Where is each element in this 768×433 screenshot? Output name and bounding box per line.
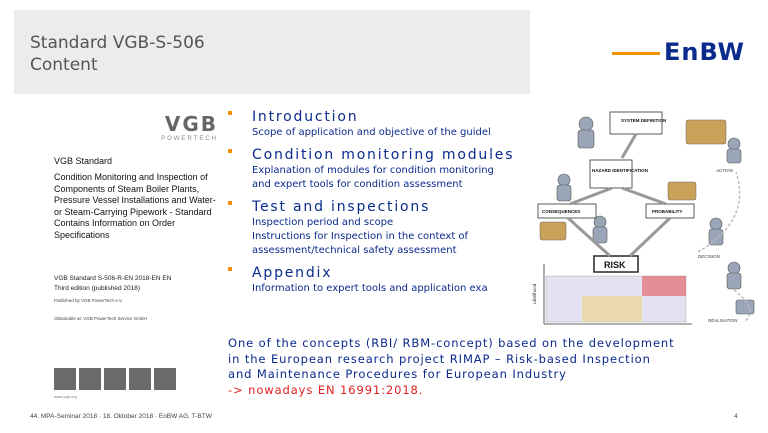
content-bullet-list [228, 108, 523, 302]
enbw-logo [612, 38, 752, 68]
title-line-2: Content [30, 55, 98, 75]
doc-standard-number: VGB Standard S-506-R-EN 2018-EN EN [54, 275, 172, 282]
worker-icon [129, 368, 151, 390]
closing-line-3: and Maintenance Procedures for European Industry [228, 367, 567, 381]
building-icon [154, 368, 176, 390]
logo-accent-line [612, 52, 660, 55]
floppy-icon [79, 368, 101, 390]
bullet-heading: Introduction [252, 109, 359, 125]
bullet-marker [228, 201, 232, 205]
label-realisation: REALISATION [708, 318, 738, 323]
person-icon [54, 368, 76, 390]
slide-title [30, 32, 205, 76]
label-consequences: CONSEQUENCES [542, 209, 581, 214]
doc-contact: Obtainable at: VGB PowerTech Service GmbH [54, 316, 147, 321]
label-probability: PROBABILITY [652, 209, 683, 214]
bullet-marker [228, 111, 232, 115]
closing-line-2: in the European research project RIMAP – Risk-based Inspection [228, 351, 651, 366]
logo-text: EnBW [664, 38, 745, 66]
bullet-appendix [228, 264, 523, 296]
label-hazard-identification: HAZARD IDENTIFICATION [592, 168, 648, 173]
bullet-heading: Appendix [252, 265, 333, 281]
doc-footnote: www.vgb.org [54, 394, 77, 399]
bullet-line: Scope of application and objective of the guidel [252, 127, 491, 138]
bullet-heading: Condition monitoring modules [252, 147, 515, 163]
rbi-process-diagram [522, 100, 760, 326]
closing-line-1: One of the concepts (RBI/ RBM-concept) based on the development [228, 336, 675, 350]
bullet-marker [228, 267, 232, 271]
vgb-logo: VGB POWERTECH [161, 112, 218, 142]
standard-document-cover [44, 104, 220, 404]
bullet-line: Information to expert tools and application exa [252, 283, 488, 294]
axis-label-likelihood: Likelihood [532, 283, 537, 304]
doc-publisher: Published by VGB PowerTech e.V. [54, 298, 123, 303]
bullet-test-inspections [228, 198, 523, 258]
bullet-line: Explanation of modules for condition monitoring [252, 165, 494, 176]
bullet-marker [228, 149, 232, 153]
box-system-definition [610, 112, 662, 134]
bullet-line: Instructions for Inspection in the context of [252, 231, 469, 242]
bullet-introduction [228, 108, 523, 140]
bullet-line: Inspection period and scope [252, 217, 394, 228]
box-hazard-identification [590, 160, 632, 188]
label-system-definition: SYSTEM DEFINITION [621, 118, 667, 123]
bullet-heading: Test and inspections [252, 199, 431, 215]
bullet-line: and expert tools for condition assessment [252, 179, 463, 190]
label-risk: RISK [604, 260, 626, 270]
bullet-line: assessment/technical safety assessment [252, 245, 457, 256]
doc-heading: Condition Monitoring and Inspection of Components of Steam Boiler Plants, Pressure Vessel Installations and Water- or Steam-Carrying Pipework - Standard Contains Information on Order Specifications [54, 172, 216, 240]
closing-line-4: -> nowadays EN 16991:2018. [228, 382, 424, 397]
bullet-condition-monitoring [228, 146, 523, 192]
turbine-icon [104, 368, 126, 390]
label-decision: DECISION [698, 254, 720, 259]
footer-text: 44. MPA-Seminar 2018 · 18. Oktober 2018 · EnBW AG, T-BTW [30, 413, 212, 420]
closing-paragraph [228, 336, 675, 398]
doc-label: VGB Standard [54, 156, 113, 166]
doc-edition: Third edition (published 2018) [54, 285, 140, 292]
doc-icon-row [54, 368, 176, 390]
page-number: 4 [734, 413, 738, 420]
title-line-1: Standard VGB-S-506 [30, 33, 205, 53]
label-action: ACTION [716, 168, 734, 173]
